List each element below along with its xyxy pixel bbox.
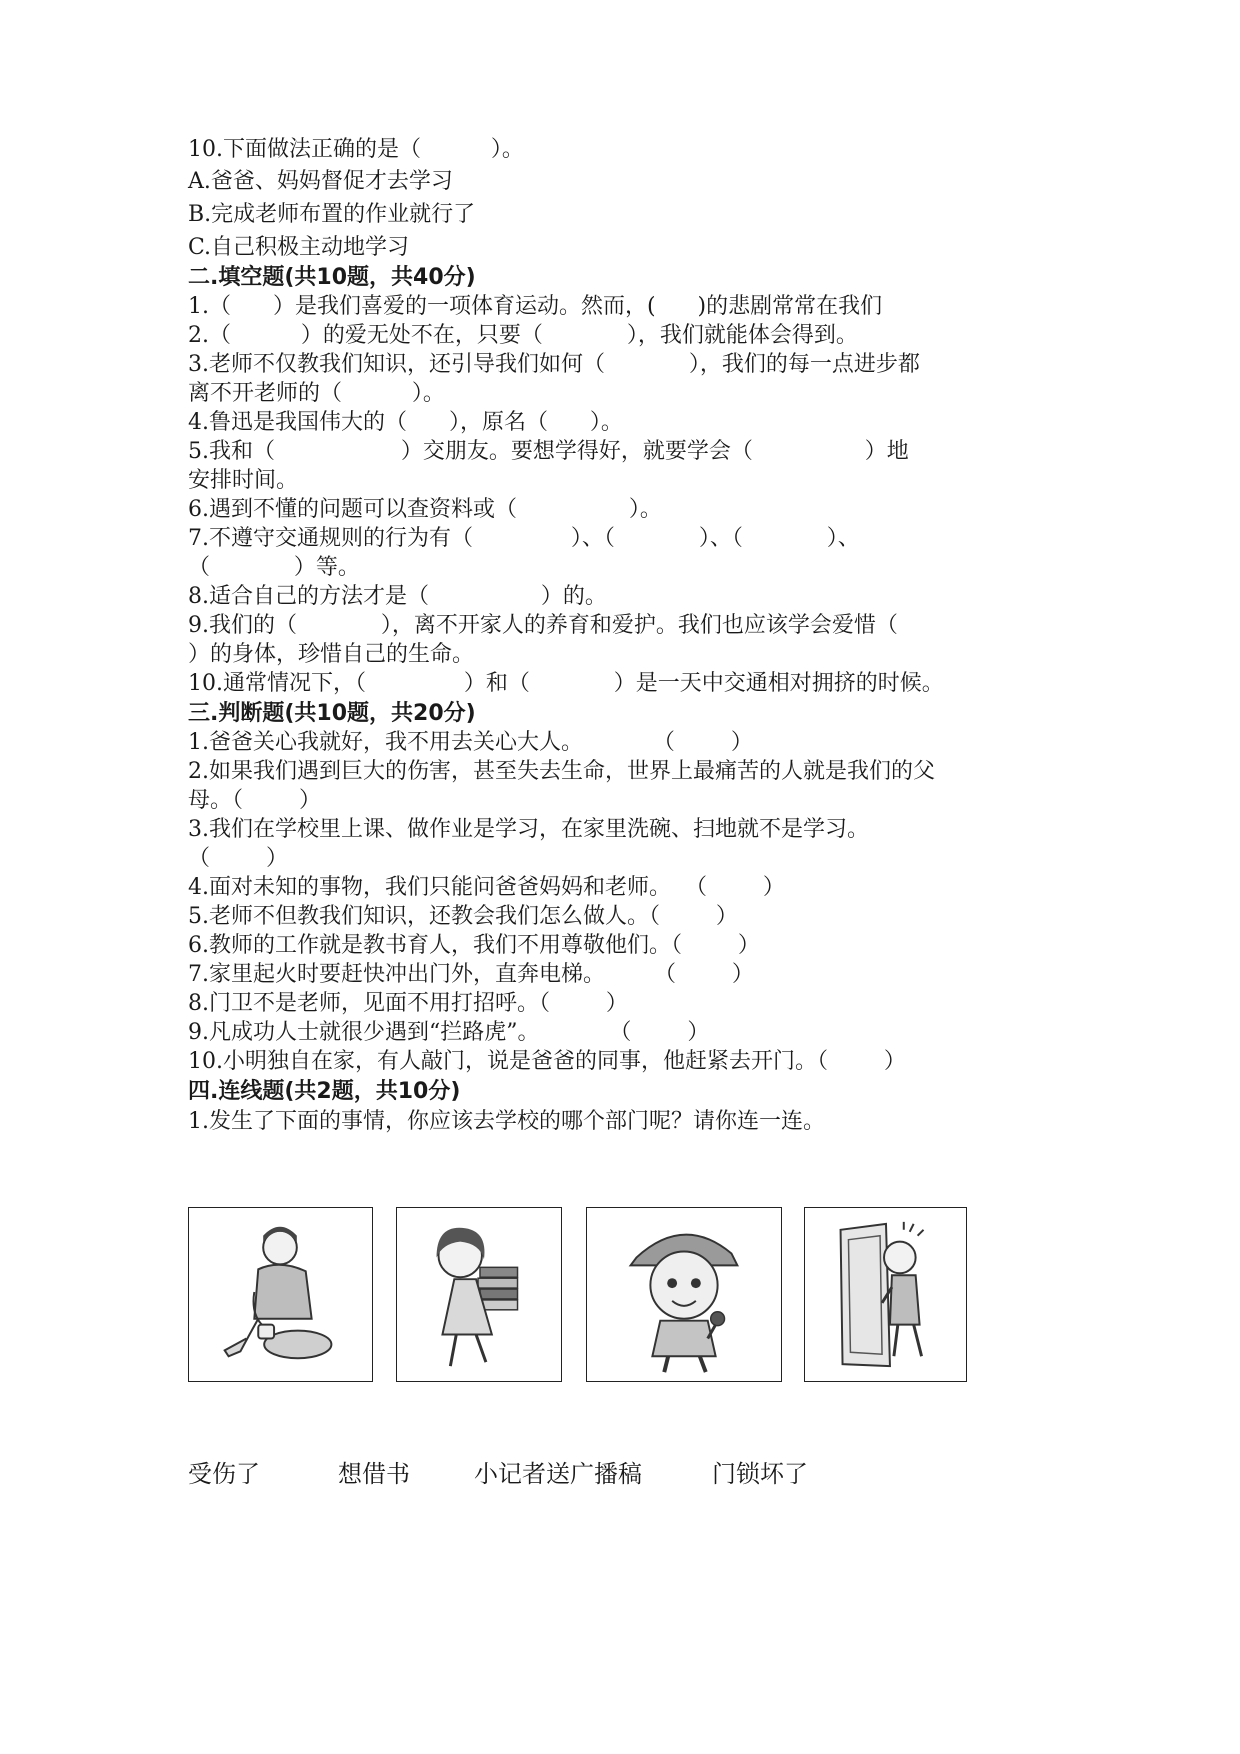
injured-child-drawing [189, 1208, 372, 1381]
judge-line: （ ） [188, 846, 288, 871]
broken-door-drawing [805, 1208, 966, 1381]
match-label-borrow-book: 想借书 [338, 1460, 410, 1488]
broken-door-picture [804, 1207, 967, 1382]
fill-line: 3.老师不仅教我们知识，还引导我们如何（ ），我们的每一点进步都 [188, 352, 920, 377]
judge-line: 10.小明独自在家，有人敲门，说是爸爸的同事，他赶紧去开门。（ ） [188, 1049, 906, 1074]
judge-line: 3.我们在学校里上课、做作业是学习，在家里洗碗、扫地就不是学习。 [188, 817, 869, 842]
fill-line: 5.我和（ ）交朋友。要想学得好，就要学会（ ）地 [188, 439, 909, 464]
judge-line: 5.老师不但教我们知识，还教会我们怎么做人。（ ） [188, 904, 738, 929]
judge-line: 2.如果我们遇到巨大的伤害，甚至失去生命，世界上最痛苦的人就是我们的父 [188, 759, 935, 784]
judge-line: 7.家里起火时要赶快冲出门外，直奔电梯。 （ ） [188, 962, 754, 987]
judge-section-heading: 三.判断题(共10题，共20分) [188, 701, 476, 726]
judge-line: 6.教师的工作就是教书育人，我们不用尊敬他们。（ ） [188, 933, 760, 958]
q10-option-a: A.爸爸、妈妈督促才去学习 [188, 169, 453, 194]
girl-with-books-picture [396, 1207, 562, 1382]
girl-with-books-drawing [397, 1208, 561, 1381]
reporter-boy-picture [586, 1207, 782, 1382]
fill-line: 4.鲁迅是我国伟大的（ ），原名（ ）。 [188, 410, 623, 435]
fill-line: 安排时间。 [188, 468, 299, 493]
fill-line: 9.我们的（ ），离不开家人的养育和爱护。我们也应该学会爱惜（ [188, 613, 898, 638]
fill-line: ）的身体，珍惜自己的生命。 [188, 642, 475, 667]
fill-line: 8.适合自己的方法才是（ ）的。 [188, 584, 607, 609]
q10-option-b: B.完成老师布置的作业就行了 [188, 202, 476, 227]
fill-line: 2.（ ）的爱无处不在，只要（ ），我们就能体会得到。 [188, 323, 858, 348]
fill-line: 1.（ ）是我们喜爱的一项体育运动。然而，( )的悲剧常常在我们 [188, 294, 883, 319]
judge-line: 1.爸爸关心我就好，我不用去关心大人。 （ ） [188, 730, 753, 755]
judge-line: 母。（ ） [188, 788, 321, 813]
match-label-injured: 受伤了 [188, 1460, 260, 1488]
fill-line: （ ）等。 [188, 555, 360, 580]
injured-child-picture [188, 1207, 373, 1382]
fill-line: 7.不遵守交通规则的行为有（ ）、（ ）、（ ）、 [188, 526, 860, 551]
q10-option-c: C.自己积极主动地学习 [188, 235, 410, 260]
match-question: 1.发生了下面的事情，你应该去学校的哪个部门呢？请你连一连。 [188, 1109, 825, 1134]
match-section-heading: 四.连线题(共2题，共10分) [188, 1079, 461, 1104]
reporter-boy-drawing [587, 1208, 781, 1381]
fill-section-heading: 二.填空题(共10题，共40分) [188, 265, 476, 290]
judge-line: 9.凡成功人士就很少遇到“拦路虎”。 （ ） [188, 1020, 710, 1045]
fill-line: 6.遇到不懂的问题可以查资料或（ ）。 [188, 497, 662, 522]
judge-line: 4.面对未知的事物，我们只能问爸爸妈妈和老师。 （ ） [188, 875, 785, 900]
match-label-broken-lock: 门锁坏了 [712, 1460, 808, 1488]
q10-stem: 10.下面做法正确的是（ ）。 [188, 137, 524, 162]
fill-line: 10.通常情况下，（ ）和（ ）是一天中交通相对拥挤的时候。 [188, 671, 944, 696]
match-label-reporter: 小记者送广播稿 [474, 1460, 642, 1488]
fill-line: 离不开老师的（ ）。 [188, 381, 445, 406]
judge-line: 8.门卫不是老师，见面不用打招呼。（ ） [188, 991, 628, 1016]
